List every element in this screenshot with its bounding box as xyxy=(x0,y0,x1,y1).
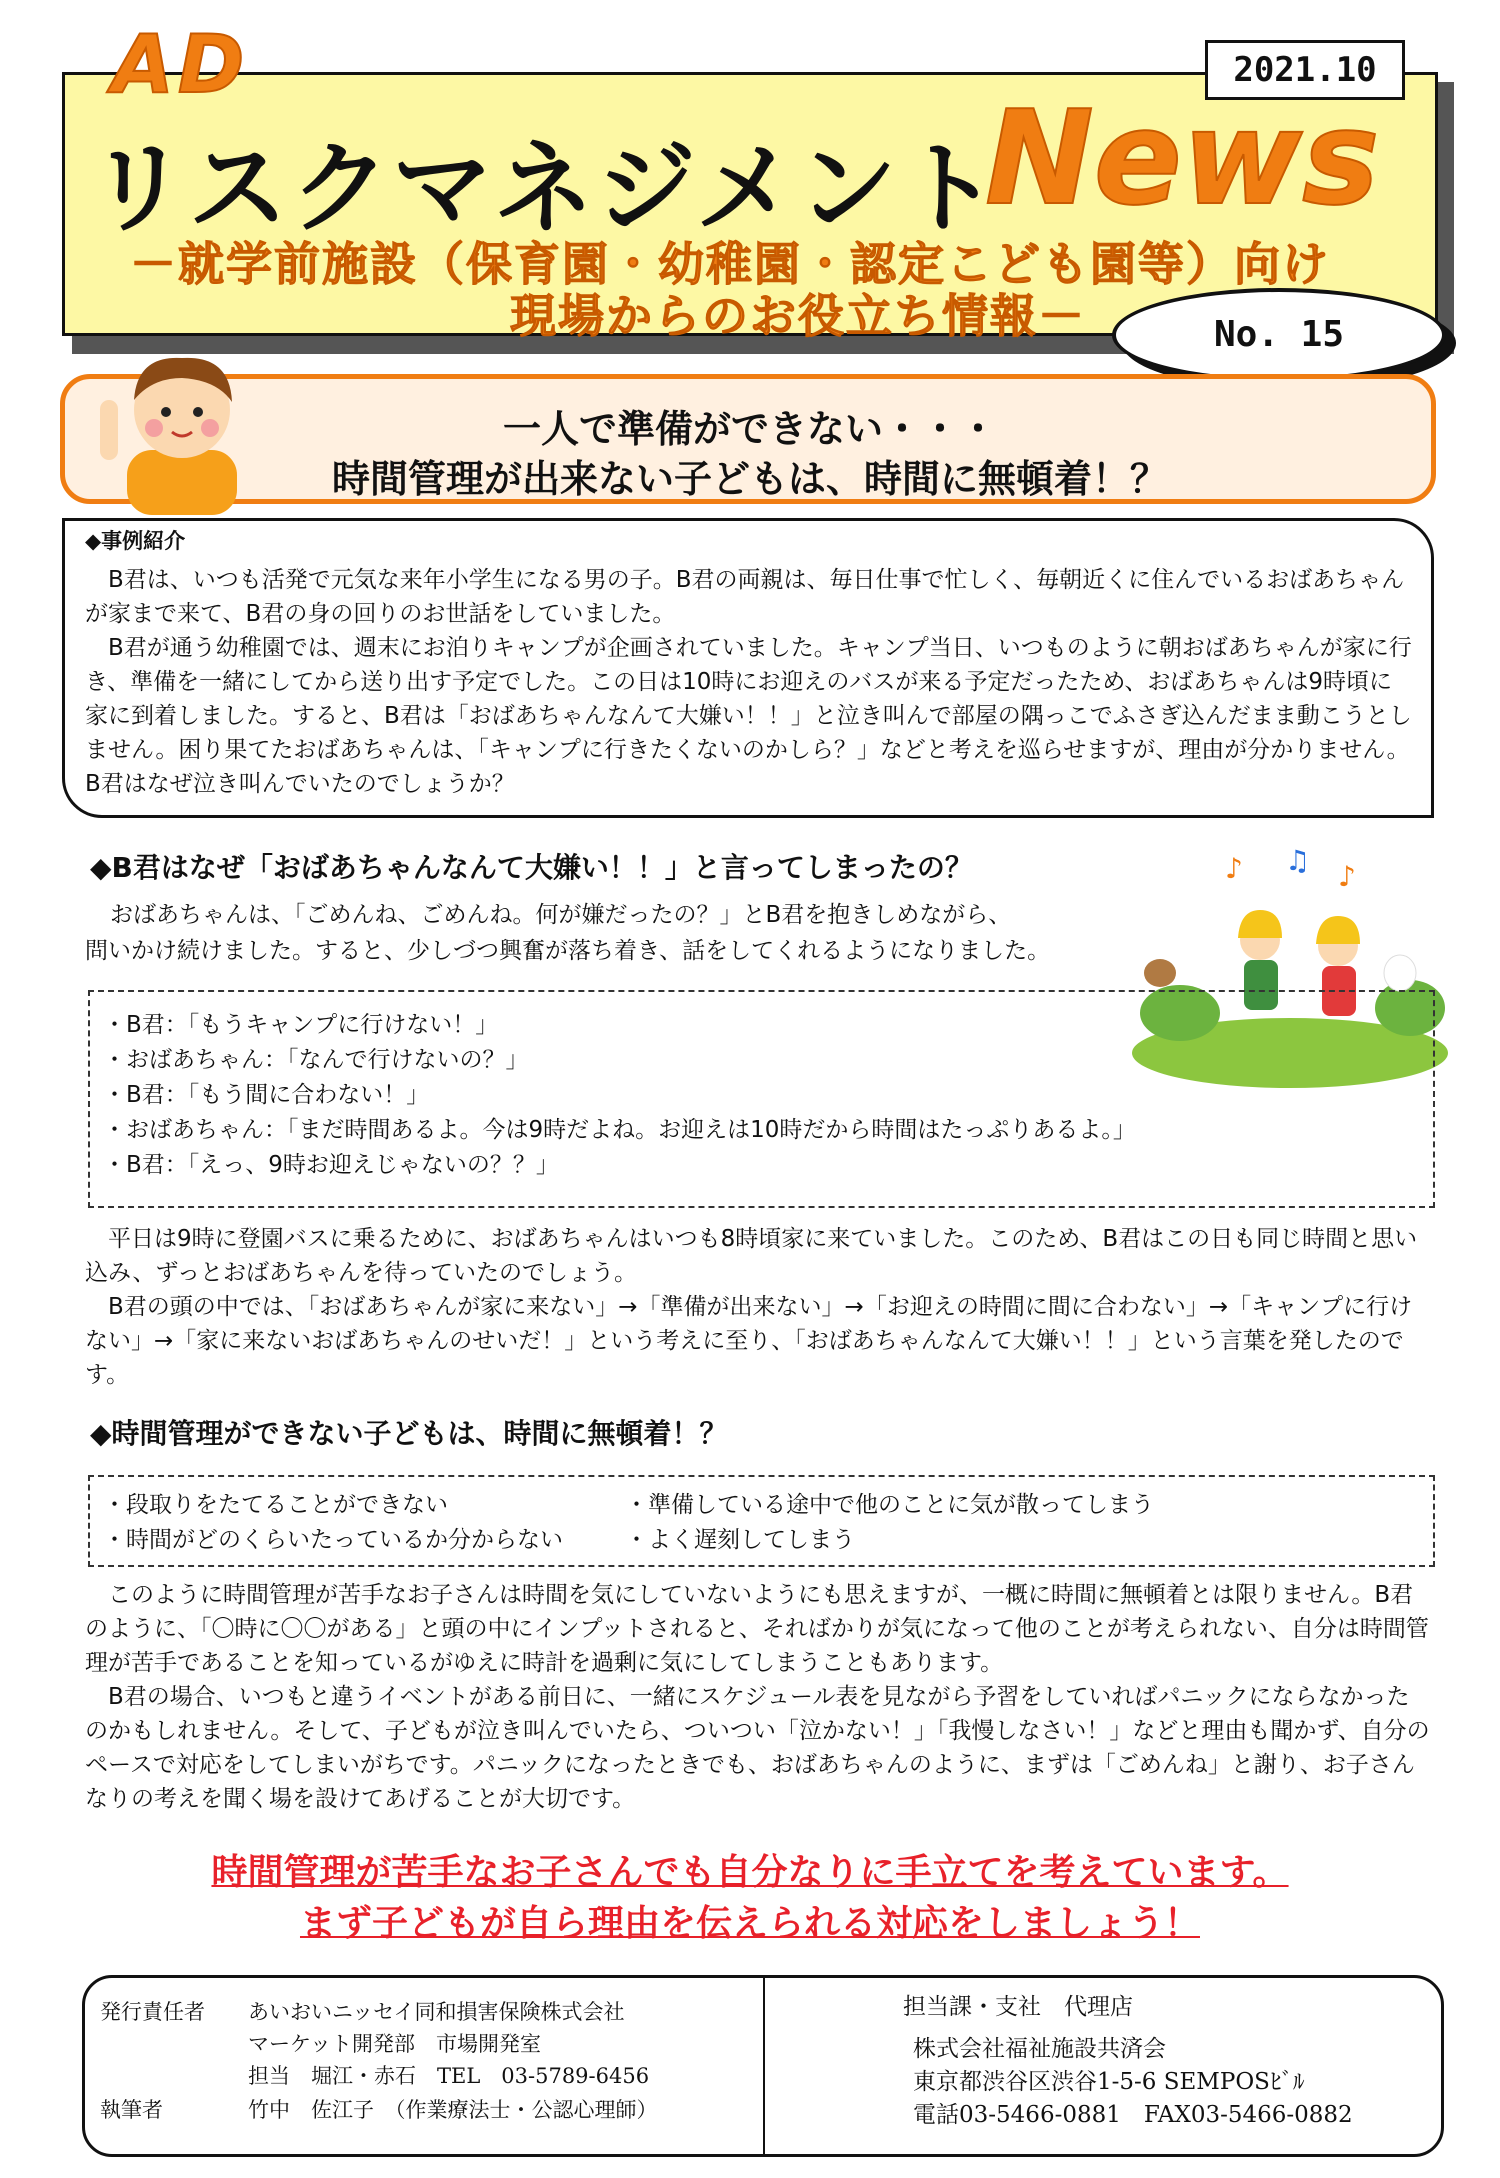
callout-line-1: 時間管理が苦手なお子さんでも自分なりに手立てを考えています。 xyxy=(211,1852,1289,1893)
section1-intro-line-1: おばあちゃんは、「ごめんね、ごめんね。何が嫌だったの？」とB君を抱きしめながら、 xyxy=(110,902,1012,928)
issue-number: No. 15 xyxy=(1112,288,1446,382)
section1-intro-line-2: 問いかけ続けました。すると、少しづつ興奮が落ち着き、話をしてくれるようになりました。 xyxy=(85,938,1051,964)
issue-date: 2021.10 xyxy=(1205,40,1405,100)
section2-paragraph: このように時間管理が苦手なお子さんは時間を気にしていないようにも思えますが、一概に時間に無頓着とは限りません。B君のように、「〇時に〇〇がある」と頭の中にインプットされると、そればかりが気になって他のことが考えられない、自分は時間管理が苦手であることを知っているがゆえに時計を過剰に気にしてしまうこともあります。 xyxy=(85,1582,1429,1676)
section2-paragraph: B君の場合、いつもと違うイベントがある前日に、一緒にスケジュール表を見ながら予習をしていればパニックにならなかったのかもしれません。そして、子どもが泣き叫んでいたら、ついつい「泣かない！」「我慢しなさい！」などと理由も聞かず、自分のペースで対応をしてしまいがちです。パニックになったときでも、おばあちゃんのように、まずは「ごめんね」と謝り、お子さんなりの考えを聞く場を設けてあげることが大切です。 xyxy=(85,1684,1430,1812)
dialogue-line: ・おばあちゃん：「なんで行けないの？」 xyxy=(103,1047,529,1073)
trait-item: ・よく遅刻してしまう xyxy=(625,1527,855,1553)
dialogue-line: ・B君：「もう間に合わない！」 xyxy=(103,1082,430,1108)
section2-body xyxy=(85,1578,1430,1816)
callout-line-2: まず子どもが自ら理由を伝えられる対応をしましょう！ xyxy=(299,1903,1200,1944)
trait-item: ・準備している途中で他のことに気が散ってしまう xyxy=(625,1492,1154,1518)
section1-paragraph: 平日は9時に登園バスに乗るために、おばあちゃんはいつも8時頃家に来ていました。このため、B君はこの日も同じ時間と思い込み、ずっとおばあちゃんを待っていたのでしょう。 xyxy=(85,1226,1418,1286)
subtitle-line-1: －就学前施設（保育園・幼稚園・認定こども園等）向け xyxy=(130,237,1330,291)
svg-text:♪: ♪ xyxy=(1225,852,1243,885)
newsletter-title-accent: News xyxy=(985,82,1380,234)
dialogue-line: ・おばあちゃん：「まだ時間あるよ。今は9時だよね。お迎えは10時だから時間はたっぷりあるよ。」 xyxy=(103,1117,1136,1143)
author-label: 執筆者 xyxy=(100,2098,163,2122)
dialogue-line: ・B君：「えっ、9時お迎えじゃないの？？」 xyxy=(103,1152,559,1178)
publisher-contact: 担当 堀江・赤石 TEL 03-5789-6456 xyxy=(248,2064,650,2088)
section1-paragraph: B君の頭の中では、「おばあちゃんが家に来ない」→「準備が出来ない」→「お迎えの時間に間に合わない」→「キャンプに行けない」→「家に来ないおばあちゃんのせいだ！」という考えに至り、「おばあちゃんなんて大嫌い！！」という言葉を発したのです。 xyxy=(85,1294,1413,1388)
svg-text:♫: ♫ xyxy=(1285,848,1311,877)
banner-title-line-1: 一人で準備ができない・・・ xyxy=(502,407,997,451)
footer-divider xyxy=(763,1978,765,2154)
subtitle-line-2: 現場からのお役立ち情報－ xyxy=(510,289,1086,343)
newsletter-title: リスクマネジメント xyxy=(88,130,1001,247)
dialogue-list xyxy=(103,1008,1136,1183)
agency-label: 担当課・支社 代理店 xyxy=(903,1994,1133,2020)
case-text xyxy=(85,563,1415,801)
publisher-department: マーケット開発部 市場開発室 xyxy=(248,2032,541,2056)
agency-address: 東京都渋谷区渋谷1-5-6 SEMPOSﾋﾞﾙ xyxy=(913,2069,1305,2095)
banner-title-line-2: 時間管理が出来ない子どもは、時間に無頓着！？ xyxy=(331,457,1168,501)
case-paragraph: B君は、いつも活発で元気な来年小学生になる男の子。B君の両親は、毎日仕事で忙しく、毎朝近くに住んでいるおばあちゃんが家まで来て、B君の身の回りのお世話をしていました。 xyxy=(85,567,1405,627)
agency-phone: 電話03-5466-0881 FAX03-5466-0882 xyxy=(913,2102,1353,2128)
brand-logo: AD xyxy=(112,18,249,111)
case-heading: ◆事例紹介 xyxy=(85,529,186,553)
dialogue-line: ・B君：「もうキャンプに行けない！」 xyxy=(103,1012,499,1038)
publisher-company: あいおいニッセイ同和損害保険株式会社 xyxy=(248,2000,625,2024)
trait-item: ・時間がどのくらいたっているか分からない xyxy=(103,1527,563,1553)
section-heading: ◆B君はなぜ「おばあちゃんなんて大嫌い！！」と言ってしまったの？ xyxy=(90,851,973,884)
agency-name: 株式会社福祉施設共済会 xyxy=(913,2036,1166,2062)
publisher-label: 発行責任者 xyxy=(100,2000,205,2024)
svg-text:♪: ♪ xyxy=(1338,860,1356,893)
section-heading: ◆時間管理ができない子どもは、時間に無頓着！？ xyxy=(90,1417,728,1450)
case-paragraph: B君が通う幼稚園では、週末にお泊りキャンプが企画されていました。キャンプ当日、いつものように朝おばあちゃんが家に行き、準備を一緒にしてから送り出す予定でした。この日は10時にお迎えのバスが来る予定だったため、おばあちゃんは9時頃に家に到着しました。すると、B君は「おばあちゃんなんて大嫌い！！」と泣き叫んで部屋の隅っこでふさぎ込んだまま動こうとしません。困り果てたおばあちゃんは、「キャンプに行きたくないのかしら？」などと考えを巡らせますが、理由が分かりません。B君はなぜ泣き叫んでいたのでしょうか？ xyxy=(85,635,1412,797)
author-name: 竹中 佐江子 （作業療法士・公認心理師） xyxy=(248,2098,658,2122)
section1-body xyxy=(85,1222,1430,1392)
trait-item: ・段取りをたてることができない xyxy=(103,1492,448,1518)
